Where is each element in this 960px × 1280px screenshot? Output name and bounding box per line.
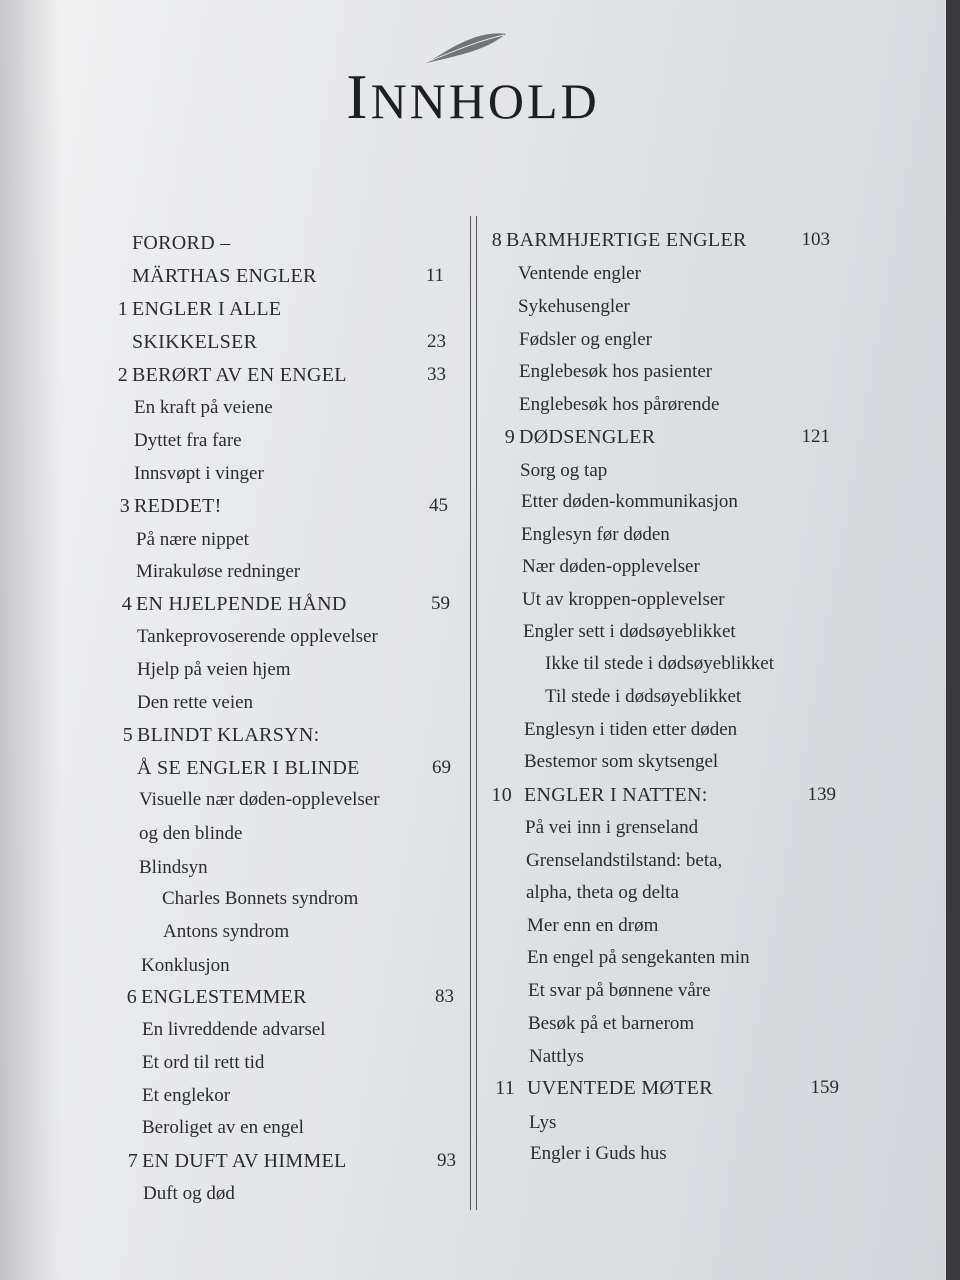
chapter-title: Å SE ENGLER I BLINDE	[137, 757, 360, 779]
section-title: En engel på sengekanten min	[527, 947, 750, 968]
section-title: Antons syndrom	[163, 921, 290, 942]
section-title: Innsvøpt i vinger	[134, 463, 264, 484]
chapter-title: EN DUFT AV HIMMEL	[142, 1150, 347, 1172]
binding-shadow	[0, 0, 60, 1280]
section-title: Charles Bonnets syndrom	[162, 888, 359, 909]
chapter-title: ENGLESTEMMER	[141, 986, 307, 1008]
section-title: og den blinde	[139, 823, 243, 844]
section-title: Grenselandstilstand: beta,	[526, 850, 723, 871]
chapter-number: 6	[126, 986, 137, 1008]
section-title: Ut av kroppen-opplevelser	[522, 589, 725, 610]
section-title: Sykehusengler	[518, 296, 630, 317]
section-title: Besøk på et barnerom	[528, 1013, 695, 1034]
title-rest: NNHOLD	[370, 73, 600, 129]
section-title: Til stede i dødsøyeblikket	[545, 686, 742, 707]
page-number: 83	[435, 986, 454, 1007]
section-title: Etter døden-kommunikasjon	[521, 491, 738, 512]
page-title	[0, 60, 946, 134]
section-title: En kraft på veiene	[134, 397, 273, 418]
section-title: Engler sett i dødsøyeblikket	[523, 621, 736, 642]
section-title: Mirakuløse redninger	[136, 561, 301, 582]
page-number: 159	[810, 1077, 839, 1098]
chapter-number: 3	[119, 495, 130, 517]
section-title: Englebesøk hos pårørende	[519, 394, 720, 415]
page-number: 103	[801, 229, 830, 250]
section-title: Nær døden-opplevelser	[522, 556, 700, 577]
page-number: 23	[427, 331, 446, 352]
section-title: Tankeprovoserende opplevelser	[137, 626, 378, 647]
section-title: Lys	[529, 1112, 557, 1133]
chapter-title: MÄRTHAS ENGLER	[132, 265, 317, 287]
section-title: Konklusjon	[141, 955, 230, 976]
page-number: 69	[432, 757, 451, 778]
chapter-number: 1	[117, 298, 128, 320]
section-title: Bestemor som skytsengel	[524, 751, 719, 772]
chapter-title: BARMHJERTIGE ENGLER	[506, 229, 747, 251]
chapter-number: 11	[495, 1077, 515, 1099]
chapter-number: 10	[491, 784, 512, 806]
section-title: Blindsyn	[139, 857, 208, 878]
chapter-title: ENGLER I ALLE	[132, 298, 282, 320]
chapter-number: 9	[504, 426, 515, 448]
section-title: Et englekor	[142, 1085, 231, 1106]
chapter-title: SKIKKELSER	[132, 331, 258, 353]
section-title: På vei inn i grenseland	[525, 817, 699, 838]
chapter-title: UVENTEDE MØTER	[527, 1077, 713, 1099]
section-title: Visuelle nær døden-opplevelser	[139, 789, 380, 810]
section-title: Hjelp på veien hjem	[137, 659, 291, 680]
section-title: Sorg og tap	[520, 460, 608, 481]
section-title: Englesyn før døden	[521, 524, 670, 545]
chapter-title: ENGLER I NATTEN:	[524, 784, 708, 806]
page-number: 59	[431, 593, 450, 614]
section-title: Et ord til rett tid	[142, 1052, 265, 1073]
chapter-number: 4	[121, 593, 132, 615]
section-title: Englebesøk hos pasienter	[519, 361, 713, 382]
section-title: Mer enn en drøm	[527, 915, 659, 936]
chapter-number: 7	[127, 1150, 138, 1172]
column-divider	[470, 216, 477, 1210]
chapter-number: 5	[122, 724, 133, 746]
section-title: Et svar på bønnene våre	[528, 980, 711, 1001]
section-title: Dyttet fra fare	[134, 430, 242, 451]
section-title: Fødsler og engler	[519, 329, 652, 350]
chapter-title: EN HJELPENDE HÅND	[136, 593, 347, 615]
page-number: 11	[425, 265, 444, 286]
title-initial: I	[346, 61, 371, 132]
section-title: Duft og død	[143, 1183, 235, 1204]
chapter-title: DØDSENGLER	[519, 426, 656, 448]
section-title: Englesyn i tiden etter døden	[524, 719, 738, 740]
page-edge	[946, 0, 960, 1280]
section-title: alpha, theta og delta	[526, 882, 679, 903]
section-title: På nære nippet	[136, 529, 249, 550]
page-number: 139	[807, 784, 836, 805]
section-title: Den rette veien	[137, 692, 254, 713]
section-title: Nattlys	[529, 1046, 584, 1067]
page-number: 33	[427, 364, 446, 385]
section-title: Ikke til stede i dødsøyeblikket	[545, 653, 775, 674]
chapter-number: 2	[117, 364, 128, 386]
section-title: Beroliget av en engel	[142, 1117, 304, 1138]
section-title: Ventende engler	[518, 263, 641, 284]
section-title: En livreddende advarsel	[142, 1019, 326, 1040]
chapter-title: REDDET!	[134, 495, 222, 517]
chapter-title: FORORD –	[132, 232, 231, 254]
chapter-title: BLINDT KLARSYN:	[137, 724, 320, 746]
page-number: 45	[429, 495, 448, 516]
page-number: 93	[437, 1150, 456, 1171]
chapter-number: 8	[491, 229, 502, 251]
chapter-title: BERØRT AV EN ENGEL	[132, 364, 347, 386]
page-number: 121	[801, 426, 830, 447]
section-title: Engler i Guds hus	[530, 1143, 667, 1164]
